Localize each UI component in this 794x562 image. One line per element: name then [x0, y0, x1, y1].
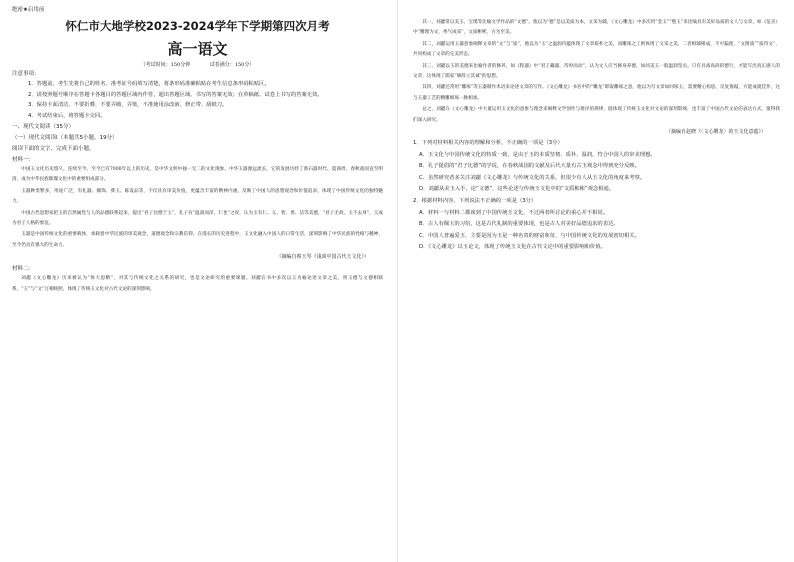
question-option: A．玉文化与中国传统文化的特质一致，是由于玉的本质坚韧、质朴、温润，符合中国人的审美理想。: [419, 151, 656, 158]
material2-paragraph: 其三，刘勰以玉的美德来比喻作者的修养，如《程器》中“君子藏器，待时而动”，认为文人应当修身养德，如同美玉一般温润坚贞。只有具备高尚的德行，才能写出真正感人的文章，这体现了儒家“修辞立其诚”的思想。: [413, 63, 780, 80]
question-option: D．《文心雕龙》以玉论文，体现了传统玉文化在古代文论中的重要影响和价值。: [419, 244, 606, 251]
material1-paragraph: 中国玉文化历史悠久，连续至今，至今已有7000年以上的历史，是中华文明中独一无二的文化现象。中华玉器源远流长，它的发展历经了新石器时代、夏商周、春秋战国直至明清，成为中华民族璀璨文化中的重要组成部分。: [12, 167, 383, 183]
material2-paragraph: 其四，刘勰还常用“雕琢”等玉器制作术语来论述文章的写作。《文心雕龙》书名中的“雕龙”即取雕琢之意，他以为写文章如同琢玉，需要精心构思、反复推敲，方能成就佳作，这与玉器工艺的精雕细琢一脉相承。: [413, 85, 780, 101]
material1-label: 材料一：: [12, 157, 35, 163]
secret-label: 绝密★启用前: [12, 7, 45, 13]
material1-source: （摘编自蔡玉琴《浅谈中国古代玉文化》）: [276, 254, 369, 261]
section-heading: 一、现代文阅读（35分）: [12, 124, 74, 130]
question-stem: 2．根据材料内容，下列说法不正确的一项是（3分）: [413, 198, 537, 205]
part-heading: （一）现代文阅读Ⅰ（本题共5小题，19分）: [12, 135, 118, 141]
note-item: 1．答题前，考生先将自己的姓名、准考证号码填写清楚，将条形码准确粘贴在考生信息条形码粘贴区。: [28, 81, 270, 87]
note-item: 3．保持卡面清洁，不要折叠、不要弄破、弄皱，不准使用涂改液、修正带、刮纸刀。: [28, 102, 228, 108]
material1-paragraph: 中国古代思想家把玉的自然属性与人的品德联系起来，提出“君子比德于玉”，孔子有“温润而泽，仁也”之说，认为玉有仁、义、智、勇、洁等美德，“君子无故，玉不去身”，玉成为君子人格的象征。: [12, 210, 383, 227]
note-item: 4．考试结束后，将答题卡交回。: [28, 112, 106, 119]
right-column: [397, 0, 794, 562]
instruction: 阅读下面的文字，完成下面小题。: [12, 146, 95, 152]
material2-paragraph: 其一，刘勰常以美玉、宝璞等比喻文学作品的“文德”。他以为“德”是以美质为本，文采为辅，《文心雕龙》中多次用“金玉”“璧玉”来比喻具有美好品质的文人与文章，如《征圣》中“精理为文，秀气成采”，文质彬彬，方为至美。: [413, 20, 780, 36]
note-item: 2．请按照题号顺序在答题卡各题目的答题区域内作答，超出答题区域、书写的答案无效；在草稿纸、试卷上书写的答案无效。: [28, 91, 323, 98]
material2-paragraph: 其二，刘勰运用玉器意象阐释文章的“文”与“质”，他以为“玉”之温润内蕴体现了文章质朴之美，而雕琢之工则体现了文采之美，二者相辅相成，不可偏废，“文附质”“质待文”，共同构成了文章的完美形态。: [413, 41, 780, 58]
question-option: D．刘勰从美玉入手，论“文德”，这些论述与传统玉文化中的“文质彬彬”观念相通。: [419, 186, 615, 193]
question-stem: 1．下列对材料相关内容的理解和分析，不正确的一项是（3分）: [413, 140, 563, 147]
material2-label: 材料二：: [12, 266, 35, 273]
material2-source: （摘编自赵晓《〈文心雕龙〉的玉文化意蕴》）: [665, 129, 766, 136]
notes-list: [12, 79, 383, 121]
notes-heading: 注意事项：: [12, 71, 40, 77]
material2-paragraph: 总之，刘勰在《文心雕龙》中大量运用玉文化的意象与理念来阐释文学创作与批评的规律，既体现了传统玉文化对文论的深刻影响，也丰富了中国古代文论的表达方式，值得我们深入研究。: [413, 107, 780, 123]
exam-title: 怀仁市大地学校2023-2024学年下学期第四次月考: [65, 19, 330, 33]
question-option: B．孔子提倡的“君子比德”的学说，在春秋战国的文献及后代大量有古玉观念中得到充分反映。: [419, 163, 641, 170]
question-option: C．虽然研究者多关注刘勰《文心雕龙》与传统文化的关系，但很少有人从玉文化的角度来考察。: [419, 174, 646, 181]
question-option: B．古人有佩玉的习俗，这是古代礼制的重要体现，也是古人对美好品德追求的表达。: [419, 221, 619, 228]
exam-meta: [12, 61, 383, 68]
material2-paragraph: 刘勰《文心雕龙》历来被认为“体大思精”，对其与传统文化之关系的研究，也是文论研究的重要课题。刘勰在书中多次以玉为喻论述文章之美，将玉德与文德相联系，“玉”与“文”互相映照，体现了传统玉文化对古代文论的深刻影响。: [12, 276, 383, 292]
material1-paragraph: 玉器是中国传统文化的重要载体，承载着中华民族的审美观念、道德观念和宗教信仰。在漫长的历史进程中，玉文化融入中国人的日常生活，深刻影响了中华民族的性格与精神，至今仍具有强大的生命力。: [12, 232, 383, 248]
question-option: A．材料一与材料二都谈到了中国传统玉文化，不过两者所讨论的重心并不相同。: [419, 209, 609, 216]
exam-time: （考试时间：150分钟: [140, 62, 191, 68]
exam-subject: 高一语文: [167, 40, 228, 58]
material1-paragraph: 玉器种类繁多，用途广泛，有礼器、佩饰、葬玉、陈设品等，不仅具有审美价值，更蕴含丰富的精神内涵，反映了中国人的思想观念和价值追求，体现了中国传统文化的独特魅力。: [12, 188, 383, 205]
question-option: C．中国人普遍爱玉，主要是因为玉是一种名贵的财富象征，与中国传统文化的发展密切相关。: [419, 232, 640, 239]
full-score: 试卷满分：150分）: [209, 62, 255, 68]
